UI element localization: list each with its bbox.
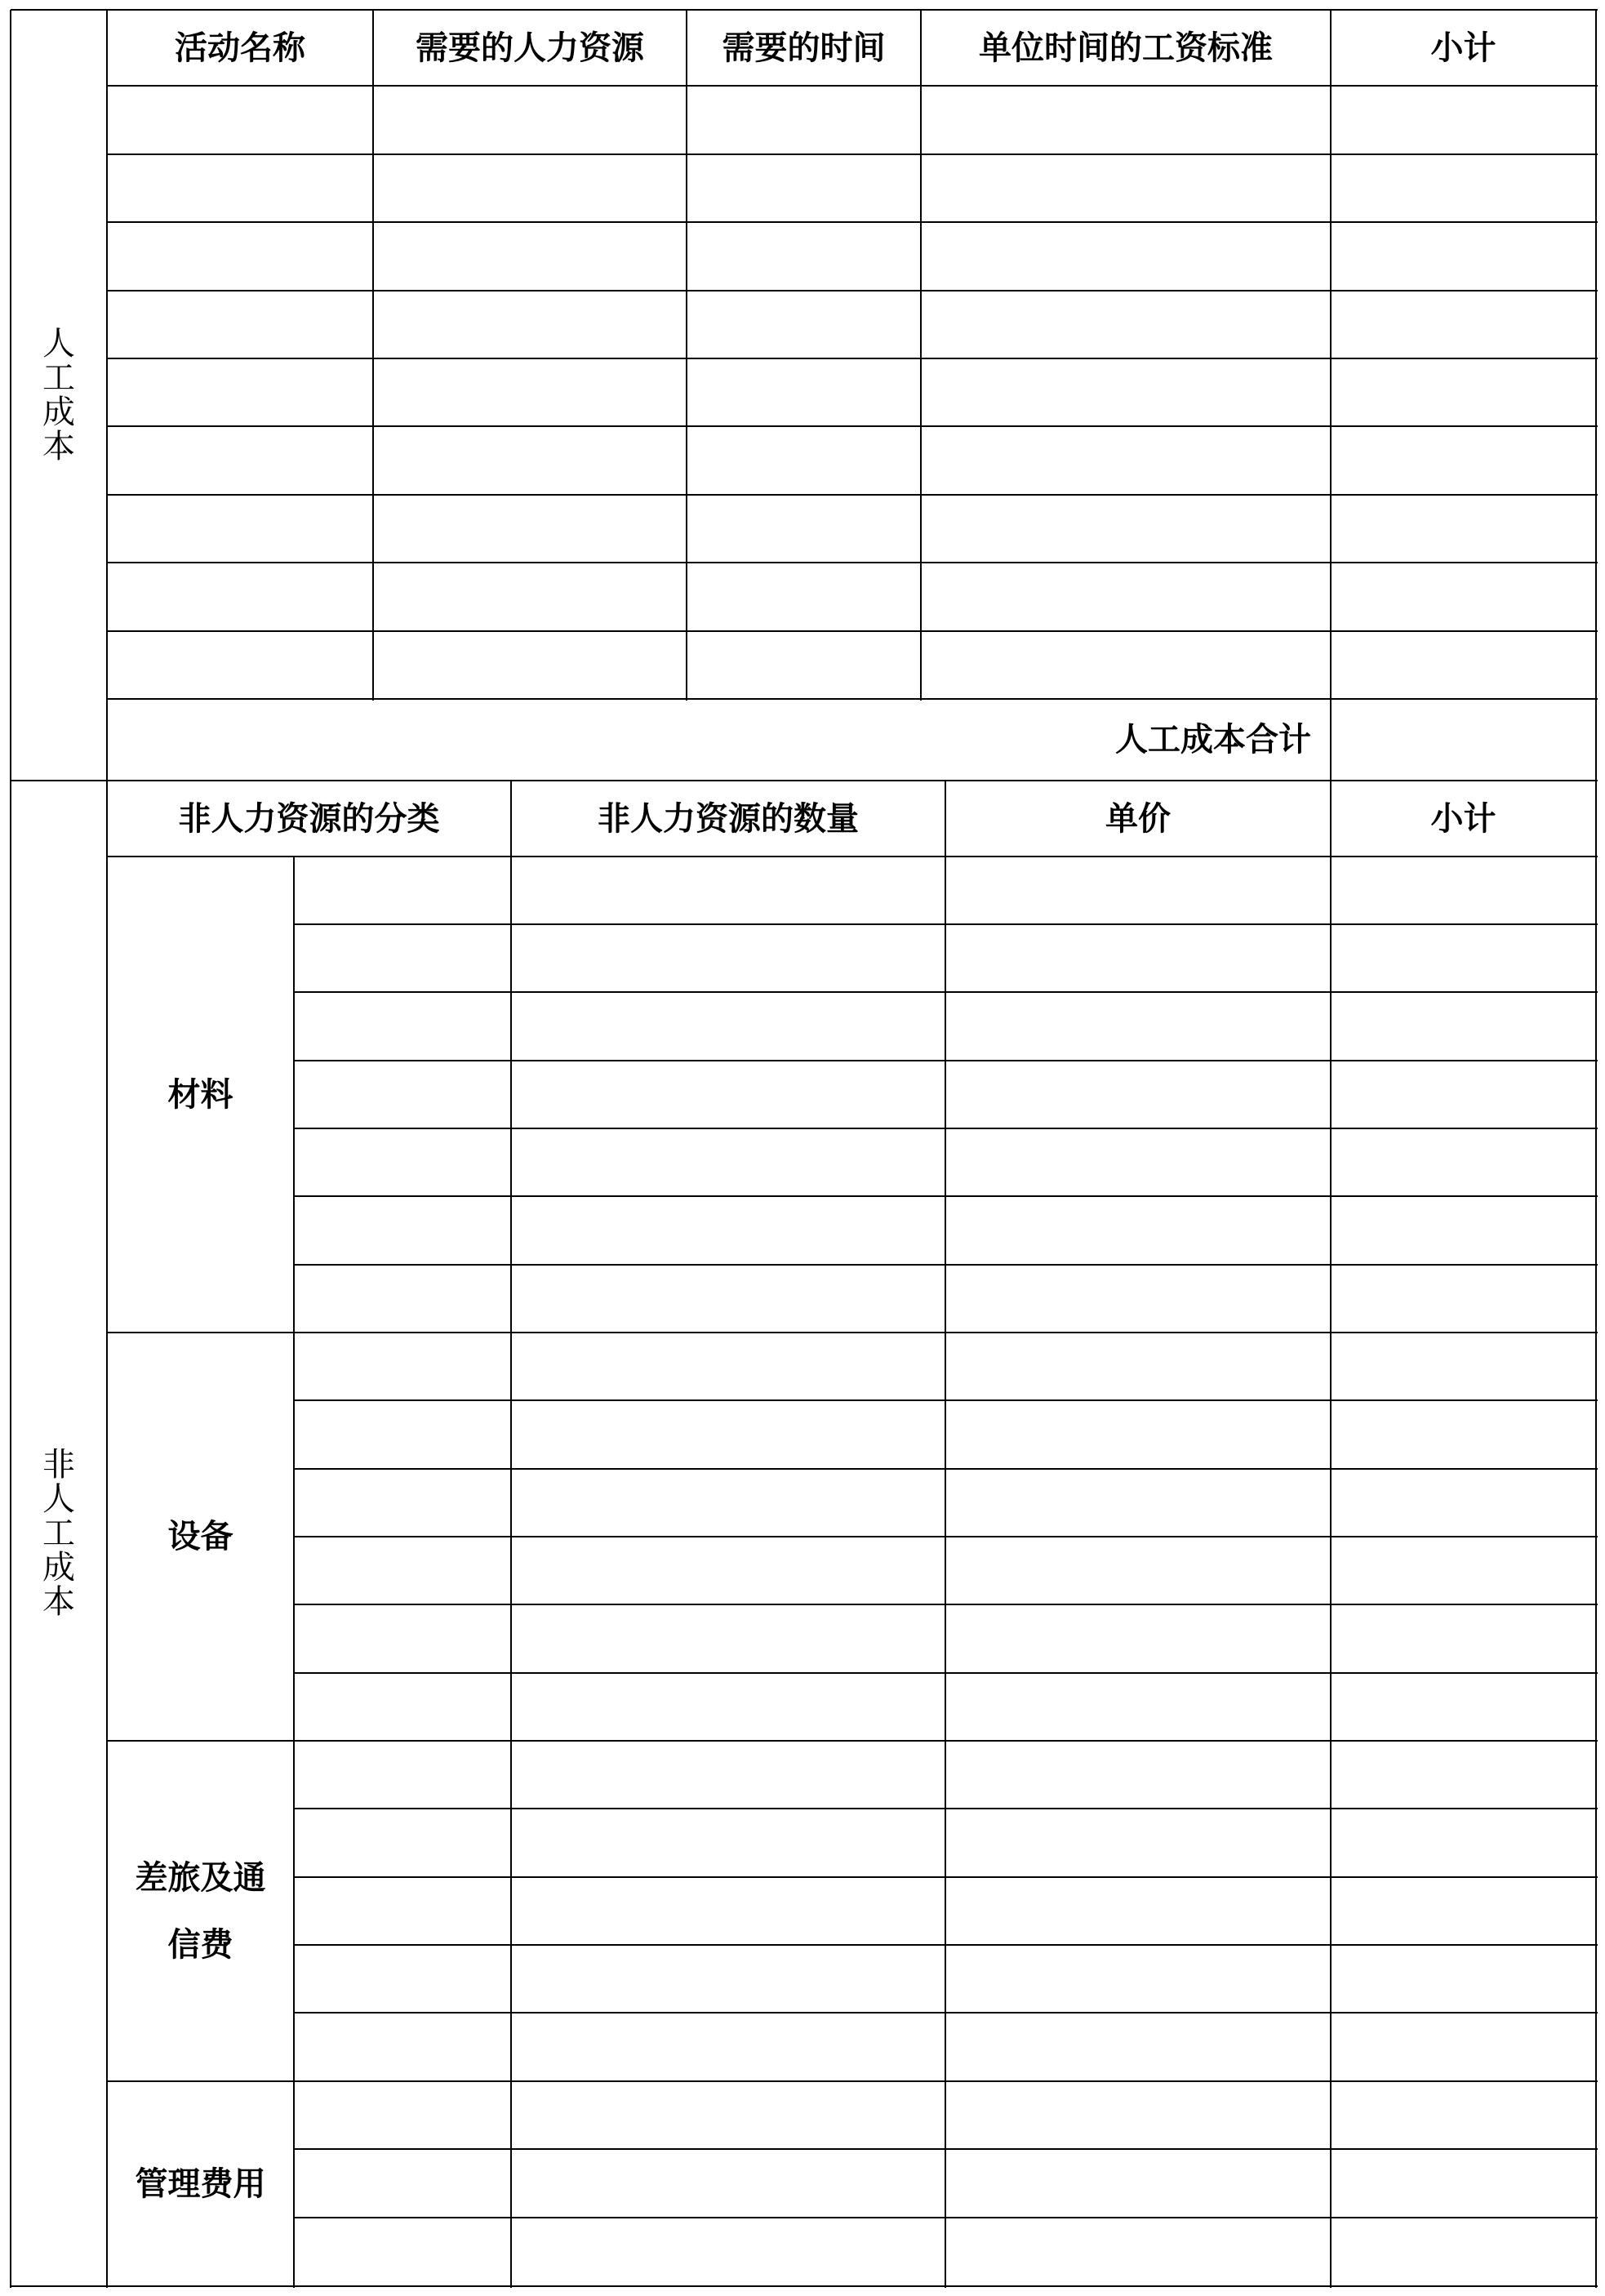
category-name	[107, 2081, 294, 2286]
labor-cell[interactable]	[688, 428, 919, 493]
non-labor-cell[interactable]	[296, 2083, 509, 2147]
labor-col-line	[920, 10, 922, 701]
non-labor-cell[interactable]	[1332, 1062, 1594, 1127]
non-labor-cell[interactable]	[1332, 926, 1594, 990]
labor-cell[interactable]	[375, 292, 685, 357]
non-labor-cell[interactable]	[1332, 1130, 1594, 1195]
non-labor-cell[interactable]	[296, 1879, 509, 1943]
category-name-line: 设备	[167, 1518, 233, 1555]
labor-cell[interactable]	[923, 564, 1329, 630]
labor-cell[interactable]	[1332, 633, 1594, 697]
labor-cell[interactable]	[923, 292, 1329, 357]
non-labor-row-line	[294, 2217, 1598, 2218]
non-labor-cell[interactable]	[296, 1538, 509, 1603]
labor-row-line	[107, 630, 1598, 632]
category-name-line: 管理费用	[135, 2165, 266, 2203]
labor-cell[interactable]	[109, 224, 371, 289]
non-labor-cell[interactable]	[296, 1198, 509, 1263]
labor-cell[interactable]	[375, 360, 685, 425]
labor-col-line	[372, 10, 374, 701]
non-labor-cell[interactable]	[1332, 1810, 1594, 1876]
non-labor-row-line	[294, 1876, 1598, 1878]
non-labor-cell[interactable]	[296, 2014, 509, 2080]
non-labor-cell[interactable]	[1332, 2151, 1594, 2216]
non-labor-row-line	[294, 1808, 1598, 1809]
non-labor-cell[interactable]	[513, 1471, 944, 1535]
non-labor-cell[interactable]	[513, 2083, 944, 2147]
labor-cell[interactable]	[688, 156, 919, 220]
labor-cell[interactable]	[923, 633, 1329, 697]
labor-col-line	[686, 10, 687, 701]
labor-row-line	[107, 358, 1598, 359]
non-labor-cell[interactable]	[1332, 1742, 1594, 1807]
non-labor-cell[interactable]	[296, 994, 509, 1059]
non-labor-cell[interactable]	[296, 1606, 509, 1671]
non-labor-row-line	[294, 1468, 1598, 1470]
labor-cell[interactable]	[109, 292, 371, 357]
labor-row-line	[107, 494, 1598, 496]
labor-cell[interactable]	[1332, 292, 1594, 357]
non-labor-cell[interactable]	[1332, 1879, 1594, 1943]
non-labor-cell[interactable]	[513, 1198, 944, 1263]
non-labor-cell[interactable]	[296, 926, 509, 990]
non-labor-cell[interactable]	[947, 926, 1329, 990]
non-labor-cell[interactable]	[1332, 1471, 1594, 1535]
non-labor-header-0: 非人力资源的分类	[178, 799, 440, 838]
non-labor-row-line	[294, 991, 1598, 993]
non-labor-cell[interactable]	[947, 1266, 1329, 1331]
non-labor-cell[interactable]	[296, 858, 509, 923]
non-labor-cell[interactable]	[1332, 1606, 1594, 1671]
non-labor-row-line	[294, 1604, 1598, 1605]
category-name-line: 材料	[167, 1075, 233, 1114]
non-labor-cell[interactable]	[947, 1538, 1329, 1603]
non-labor-cell[interactable]	[513, 926, 944, 990]
labor-cell[interactable]	[1332, 360, 1594, 425]
non-labor-cell[interactable]	[296, 1334, 509, 1399]
labor-header-3: 单位时间的工资标准	[979, 29, 1273, 67]
non-labor-cell[interactable]	[1332, 1266, 1594, 1331]
non-labor-header-2: 单价	[1105, 799, 1171, 838]
labor-cell[interactable]	[1332, 156, 1594, 220]
labor-row-line	[107, 290, 1598, 291]
non-labor-cell[interactable]	[513, 1334, 944, 1399]
labor-cell[interactable]	[375, 156, 685, 220]
non-labor-cell[interactable]	[1332, 858, 1594, 923]
non-labor-cell[interactable]	[947, 1742, 1329, 1807]
labor-header-2: 需要的时间	[722, 29, 886, 67]
non-labor-cell[interactable]	[1332, 1402, 1594, 1467]
non-labor-row-line	[294, 2148, 1598, 2150]
labor-cell[interactable]	[109, 360, 371, 425]
non-labor-cell[interactable]	[1332, 1538, 1594, 1603]
non-labor-cell[interactable]	[947, 2219, 1329, 2285]
labor-cell[interactable]	[109, 564, 371, 630]
labor-header-4: 小计	[1430, 29, 1496, 67]
non-labor-cell[interactable]	[296, 1471, 509, 1535]
non-labor-cell[interactable]	[513, 2014, 944, 2080]
non-labor-cell[interactable]	[513, 2151, 944, 2216]
labor-cell[interactable]	[109, 633, 371, 697]
labor-cell[interactable]	[1332, 87, 1594, 153]
non-labor-cell[interactable]	[1332, 2219, 1594, 2285]
non-labor-cell[interactable]	[1332, 1198, 1594, 1263]
labor-cell[interactable]	[688, 224, 919, 289]
labor-cell[interactable]	[375, 87, 685, 153]
labor-row-line	[107, 154, 1598, 155]
non-labor-cell[interactable]	[513, 858, 944, 923]
non-labor-cell[interactable]	[513, 1402, 944, 1467]
non-labor-row-line	[107, 1332, 1598, 1333]
non-labor-cell[interactable]	[947, 1062, 1329, 1127]
labor-cell[interactable]	[109, 87, 371, 153]
labor-row-line	[107, 562, 1598, 563]
non-labor-cell[interactable]	[947, 1402, 1329, 1467]
non-labor-cell[interactable]	[947, 1810, 1329, 1876]
non-labor-row-line	[294, 1536, 1598, 1537]
labor-cell[interactable]	[923, 428, 1329, 493]
labor-cell[interactable]	[923, 156, 1329, 220]
category-name-line: 信费	[167, 1925, 233, 1964]
labor-cell[interactable]	[109, 496, 371, 561]
non-labor-row-line	[294, 1195, 1598, 1197]
labor-cell[interactable]	[1332, 496, 1594, 561]
non-labor-cost-side-label: 非 人 工 成 本	[42, 1446, 75, 1621]
non-labor-cell[interactable]	[1332, 994, 1594, 1059]
non-labor-cell[interactable]	[513, 2219, 944, 2285]
non-labor-row-line	[107, 1740, 1598, 1742]
non-labor-header-1: 非人力资源的数量	[598, 799, 859, 838]
non-labor-cell[interactable]	[1332, 2014, 1594, 2080]
labor-cell[interactable]	[923, 224, 1329, 289]
labor-cell[interactable]	[375, 428, 685, 493]
non-labor-row-line	[294, 1672, 1598, 1674]
non-labor-cell[interactable]	[296, 1130, 509, 1195]
non-labor-cell[interactable]	[296, 1947, 509, 2011]
labor-header-0: 活动名称	[175, 29, 305, 67]
category-name	[107, 1741, 294, 2081]
non-labor-row-line	[294, 923, 1598, 925]
non-labor-cell[interactable]	[1332, 1675, 1594, 1739]
labor-cell[interactable]	[109, 156, 371, 220]
non-labor-cell[interactable]	[947, 1334, 1329, 1399]
non-labor-cell[interactable]	[513, 1879, 944, 1943]
non-labor-col-line	[1330, 781, 1332, 2288]
labor-cell[interactable]	[688, 564, 919, 630]
labor-col-line	[1330, 10, 1332, 782]
category-name	[107, 1333, 294, 1741]
non-labor-cell[interactable]	[513, 1606, 944, 1671]
non-labor-cell[interactable]	[296, 1675, 509, 1739]
non-labor-col-line	[945, 781, 946, 2288]
non-labor-row-line	[294, 1128, 1598, 1129]
non-labor-cell[interactable]	[947, 1606, 1329, 1671]
non-labor-cell[interactable]	[947, 2014, 1329, 2080]
labor-cell[interactable]	[375, 224, 685, 289]
non-labor-cell[interactable]	[947, 2083, 1329, 2147]
non-labor-cell[interactable]	[947, 1675, 1329, 1739]
non-labor-cell[interactable]	[296, 1402, 509, 1467]
non-labor-cell[interactable]	[947, 1879, 1329, 1943]
non-labor-cell[interactable]	[947, 1947, 1329, 2011]
non-labor-cell[interactable]	[947, 994, 1329, 1059]
labor-cell[interactable]	[1332, 428, 1594, 493]
labor-cell[interactable]	[688, 87, 919, 153]
labor-cell[interactable]	[688, 633, 919, 697]
labor-cell[interactable]	[923, 496, 1329, 561]
labor-header-1: 需要的人力资源	[416, 29, 644, 67]
labor-row-line	[107, 425, 1598, 427]
non-labor-cell[interactable]	[947, 1198, 1329, 1263]
non-labor-cell[interactable]	[513, 994, 944, 1059]
labor-cell[interactable]	[688, 360, 919, 425]
non-labor-header-3: 小计	[1430, 799, 1496, 838]
non-labor-row-line	[294, 2012, 1598, 2013]
non-labor-cell[interactable]	[513, 1947, 944, 2011]
non-labor-cell[interactable]	[296, 2151, 509, 2216]
non-labor-row-line	[294, 1060, 1598, 1061]
category-name-line: 差旅及通	[135, 1858, 266, 1897]
non-labor-cell[interactable]	[296, 1742, 509, 1807]
non-labor-cell[interactable]	[947, 858, 1329, 923]
non-labor-col-line	[510, 781, 512, 2288]
non-labor-cell[interactable]	[513, 1266, 944, 1331]
labor-total-label: 人工成本合计	[1115, 721, 1311, 759]
non-labor-cell[interactable]	[513, 1062, 944, 1127]
non-labor-cell[interactable]	[1332, 1947, 1594, 2011]
non-labor-cell[interactable]	[296, 2219, 509, 2285]
labor-cell[interactable]	[923, 87, 1329, 153]
non-labor-cell[interactable]	[513, 1810, 944, 1876]
non-labor-row-line	[107, 2080, 1598, 2082]
non-labor-row-line	[294, 1944, 1598, 1946]
labor-cell[interactable]	[109, 428, 371, 493]
labor-cell[interactable]	[375, 496, 685, 561]
non-labor-cell[interactable]	[296, 1810, 509, 1876]
labor-cell[interactable]	[1332, 224, 1594, 289]
labor-cell[interactable]	[923, 360, 1329, 425]
non-labor-cell[interactable]	[1332, 1334, 1594, 1399]
non-labor-cell[interactable]	[947, 2151, 1329, 2216]
non-labor-cell[interactable]	[1332, 2083, 1594, 2147]
non-labor-cell[interactable]	[513, 1742, 944, 1807]
labor-cell[interactable]	[1332, 564, 1594, 630]
non-labor-row-line	[294, 1264, 1598, 1266]
non-labor-row-line	[294, 1399, 1598, 1401]
non-labor-cell[interactable]	[947, 1471, 1329, 1535]
non-labor-cell[interactable]	[513, 1675, 944, 1739]
non-labor-cell[interactable]	[513, 1130, 944, 1195]
non-labor-cell[interactable]	[296, 1266, 509, 1331]
non-labor-cell[interactable]	[296, 1062, 509, 1127]
labor-cell[interactable]	[688, 496, 919, 561]
labor-cost-side-label: 人 工 成 本	[42, 325, 75, 465]
labor-cell[interactable]	[375, 564, 685, 630]
non-labor-cell[interactable]	[947, 1130, 1329, 1195]
labor-total-value[interactable]	[1332, 701, 1594, 779]
non-labor-cell[interactable]	[513, 1538, 944, 1603]
labor-row-line	[107, 221, 1598, 223]
table-border-right	[1595, 10, 1597, 2288]
labor-cell[interactable]	[375, 633, 685, 697]
labor-cell[interactable]	[688, 292, 919, 357]
category-name	[107, 857, 294, 1333]
